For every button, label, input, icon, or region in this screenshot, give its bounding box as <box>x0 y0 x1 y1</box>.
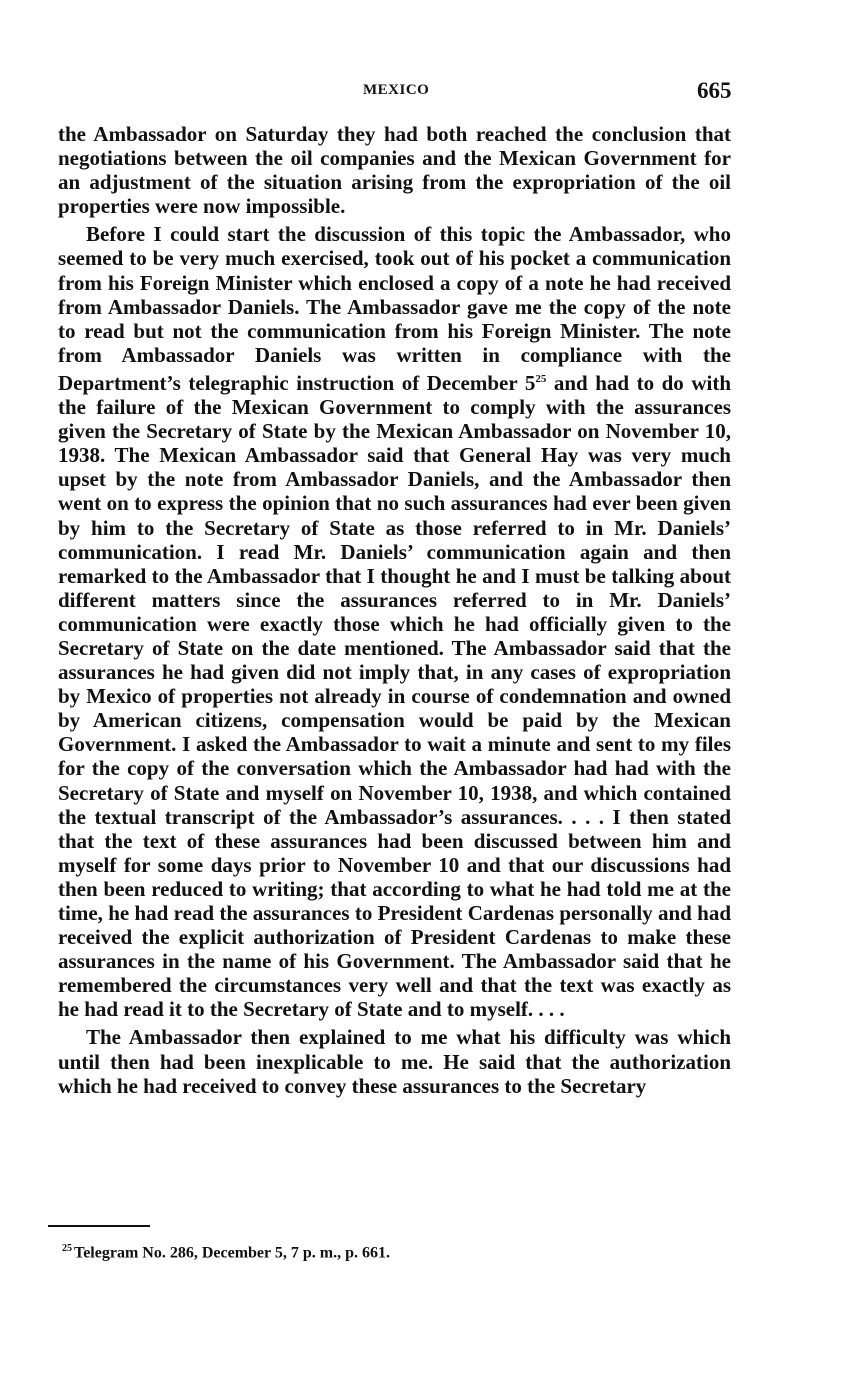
footnote-reference: 25 <box>535 372 547 385</box>
paragraph-3: The Ambassador then explained to me what his difficulty was which until then had been inexplicable to me. He said that the authorization which he had received to convey these assurances to the Secretary <box>58 1025 731 1098</box>
footnote-mark: 25 <box>62 1243 72 1254</box>
paragraph-1: the Ambassador on Saturday they had both reached the conclusion that negotiations between the oil companies and the Mexican Government for an adjustment of the situation arising from the expropriation of the oil properties were now impossible. <box>58 122 731 219</box>
running-title: MEXICO <box>363 82 430 98</box>
paragraph-2-text-after-ref: and had to do with the failure of the Mexican Government to comply with the assurances given the Secretary of State by the Mexican Ambassador on November 10, 1938. The Mexican Ambassador said that General Hay was very much upset by the note from Ambassador Daniels, and the Ambassador then went on to express the opinion that no such assurances had ever been given by him to the Secretary of State as those referred to in Mr. Daniels’ communication. I read Mr. Daniels’ communication again and then remarked to the Ambassador that I thought he and I must be talking about different matters since the assurances referred to in Mr. Daniels’ communication were exactly those which he had officially given to the Secretary of State on the date mentioned. The Ambassador said that the assurances he had given did not imply that, in any cases of expropriation by Mexico of properties not already in course of condemnation and owned by American citizens, compensation would be paid by the Mexican Government. I asked the Ambassador to wait a minute and sent to my files for the copy of the conversation which the Ambassador had had with the Secretary of State and myself on November 10, 1938, and which contained the textual transcript of the Ambassador’s assurances. . . . I then stated that the text of these assurances had been discussed between him and myself for some days prior to November 10 and that our discussions had then been reduced to writing; that according to what he had told me at the time, he had read the assurances to President Cardenas personally and had received the explicit authorization of President Cardenas to make these assurances in the name of his Government. The Ambassador said that he remembered the circumstances very well and that the text was exactly as he had read it to the Secretary of State and to myself. . . . <box>58 370 731 1022</box>
footnote-text: Telegram No. 286, December 5, 7 p. m., p. 661. <box>74 1244 390 1262</box>
paragraph-2 <box>58 222 731 1021</box>
running-head <box>0 78 860 108</box>
footnote-divider <box>48 1225 150 1227</box>
paragraph-2-text-before-ref: Before I could start the discussion of this topic the Ambassador, who seemed to be very much exercised, took out of his pocket a communication from his Foreign Minister which enclosed a copy of a note he had received from Ambassador Daniels. The Ambassador gave me the copy of the note to read but not the communication from his Foreign Minister. The note from Ambassador Daniels was written in compliance with the Department’s telegraphic instruction of December 5 <box>58 222 731 395</box>
page-number: 665 <box>697 78 732 103</box>
footnote <box>62 1239 390 1263</box>
body-text <box>58 122 731 1098</box>
